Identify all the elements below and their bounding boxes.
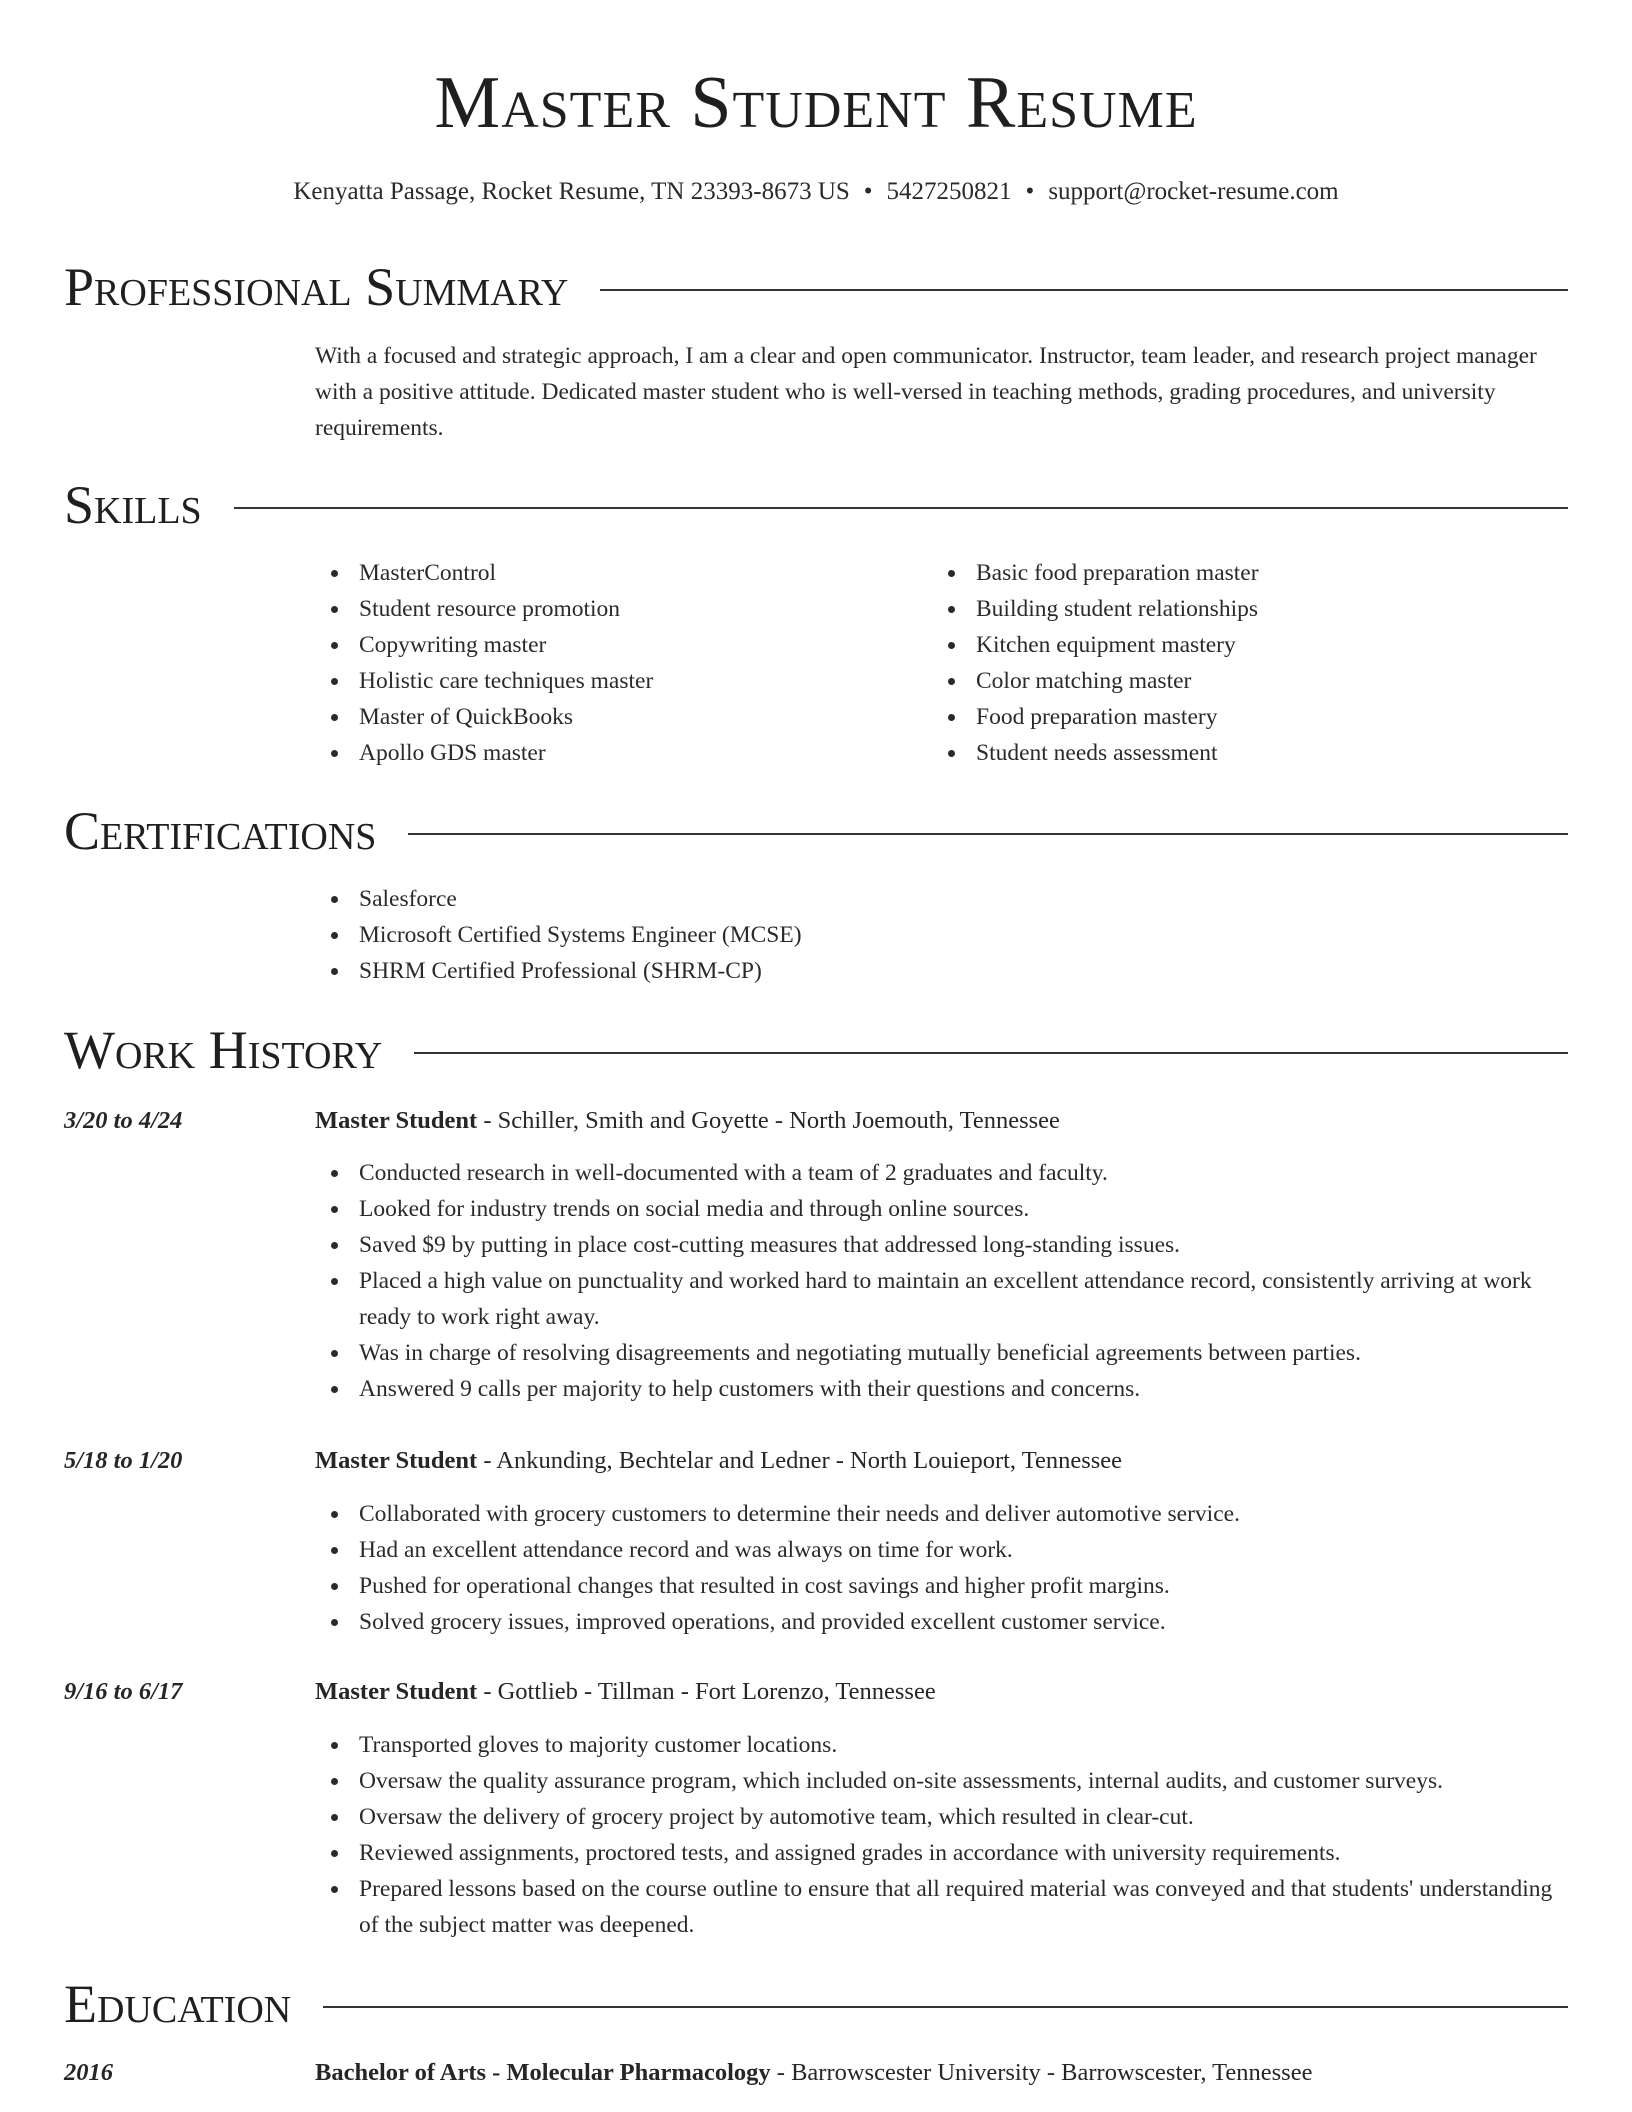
skills-column-right	[932, 555, 1549, 771]
job-title-line	[315, 1675, 936, 1709]
skills-list	[315, 555, 1568, 771]
education-school: - Barrowscester University - Barrowscester, Tennessee	[770, 2059, 1313, 2086]
section-title-certifications: Certifications	[64, 801, 377, 861]
section-divider	[414, 1052, 1568, 1054]
skill-item: MasterControl	[315, 555, 932, 591]
education-line	[315, 2056, 1312, 2090]
job-bullet: Answered 9 calls per majority to help customers with their questions and concerns.	[315, 1371, 1568, 1407]
contact-line	[0, 176, 1632, 208]
skill-item: Copywriting master	[315, 627, 932, 663]
job-title-line	[315, 1444, 1122, 1478]
job-bullet: Placed a high value on punctuality and worked hard to maintain an excellent attendance record, consistently arriving at work ready to work right away.	[315, 1263, 1568, 1335]
contact-separator: •	[1025, 178, 1035, 205]
certification-item: SHRM Certified Professional (SHRM-CP)	[315, 953, 1568, 989]
job-dates: 9/16 to 6/17	[64, 1678, 183, 1705]
contact-address: Kenyatta Passage, Rocket Resume, TN 23393-8673 US	[293, 178, 850, 205]
education-year: 2016	[64, 2059, 113, 2086]
job-bullet: Conducted research in well-documented with a team of 2 graduates and faculty.	[315, 1155, 1568, 1191]
section-divider	[234, 507, 1568, 509]
job-company: - Schiller, Smith and Goyette - North Joemouth, Tennessee	[477, 1107, 1060, 1134]
skills-section-header	[64, 470, 1568, 540]
job-bullet: Reviewed assignments, proctored tests, and assigned grades in accordance with university requirements.	[315, 1835, 1568, 1871]
certifications-list	[315, 881, 1568, 989]
job-role: Master Student	[315, 1678, 478, 1705]
skill-item: Food preparation mastery	[932, 699, 1549, 735]
summary-section-header	[64, 252, 1568, 322]
job-bullet: Was in charge of resolving disagreements and negotiating mutually beneficial agreements between parties.	[315, 1335, 1568, 1371]
job-role: Master Student	[315, 1107, 478, 1134]
job-dates: 5/18 to 1/20	[64, 1447, 183, 1474]
skills-column-left	[315, 555, 932, 771]
job-company: - Ankunding, Bechtelar and Ledner - North Louieport, Tennessee	[477, 1447, 1123, 1474]
skill-item: Apollo GDS master	[315, 735, 932, 771]
resume-title: Master Student Resume	[434, 62, 1198, 144]
job-bullet: Prepared lessons based on the course outline to ensure that all required material was conveyed and that students' understanding of the subject matter was deepened.	[315, 1871, 1568, 1943]
job-bullets	[315, 1496, 1568, 1640]
skill-item: Student resource promotion	[315, 591, 932, 627]
section-divider	[600, 289, 1568, 291]
job-bullet: Oversaw the quality assurance program, which included on-site assessments, internal audits, and customer surveys.	[315, 1763, 1568, 1799]
job-bullet: Solved grocery issues, improved operations, and provided excellent customer service.	[315, 1604, 1568, 1640]
job-bullet: Transported gloves to majority customer locations.	[315, 1727, 1568, 1763]
certification-item: Salesforce	[315, 881, 1568, 917]
certification-item: Microsoft Certified Systems Engineer (MCSE)	[315, 917, 1568, 953]
section-title-education: Education	[64, 1974, 292, 2034]
job-bullet: Oversaw the delivery of grocery project by automotive team, which resulted in clear-cut.	[315, 1799, 1568, 1835]
job-bullet: Collaborated with grocery customers to determine their needs and deliver automotive service.	[315, 1496, 1568, 1532]
section-divider	[323, 2006, 1568, 2008]
certifications-section-header	[64, 796, 1568, 866]
education-degree: Bachelor of Arts - Molecular Pharmacology	[315, 2059, 771, 2086]
section-divider	[408, 833, 1568, 835]
job-bullet: Pushed for operational changes that resulted in cost savings and higher profit margins.	[315, 1568, 1568, 1604]
skill-item: Basic food preparation master	[932, 555, 1549, 591]
section-title-skills: Skills	[64, 475, 202, 535]
job-bullets	[315, 1155, 1568, 1407]
contact-email[interactable]: support@rocket-resume.com	[1048, 178, 1339, 205]
skill-item: Holistic care techniques master	[315, 663, 932, 699]
section-title-summary: Professional Summary	[64, 257, 569, 317]
skill-item: Kitchen equipment mastery	[932, 627, 1549, 663]
section-title-work: Work History	[64, 1020, 383, 1080]
job-bullets	[315, 1727, 1568, 1943]
job-bullet: Looked for industry trends on social media and through online sources.	[315, 1191, 1568, 1227]
contact-separator: •	[863, 178, 873, 205]
skill-item: Building student relationships	[932, 591, 1549, 627]
work-section-header	[64, 1015, 1568, 1085]
education-section-header	[64, 1969, 1568, 2039]
job-bullet: Saved $9 by putting in place cost-cutting measures that addressed long-standing issues.	[315, 1227, 1568, 1263]
job-dates: 3/20 to 4/24	[64, 1107, 183, 1134]
job-title-line	[315, 1104, 1060, 1138]
job-role: Master Student	[315, 1447, 478, 1474]
job-company: - Gottlieb - Tillman - Fort Lorenzo, Tennessee	[477, 1678, 936, 1705]
summary-text: With a focused and strategic approach, I am a clear and open communicator. Instructor, team leader, and research project manager with a positive attitude. Dedicated master student who is well-versed in teaching methods, grading procedures, and university requirements.	[315, 343, 1537, 441]
contact-phone: 5427250821	[886, 178, 1012, 205]
skill-item: Color matching master	[932, 663, 1549, 699]
job-bullet: Had an excellent attendance record and was always on time for work.	[315, 1532, 1568, 1568]
skill-item: Master of QuickBooks	[315, 699, 932, 735]
skill-item: Student needs assessment	[932, 735, 1549, 771]
